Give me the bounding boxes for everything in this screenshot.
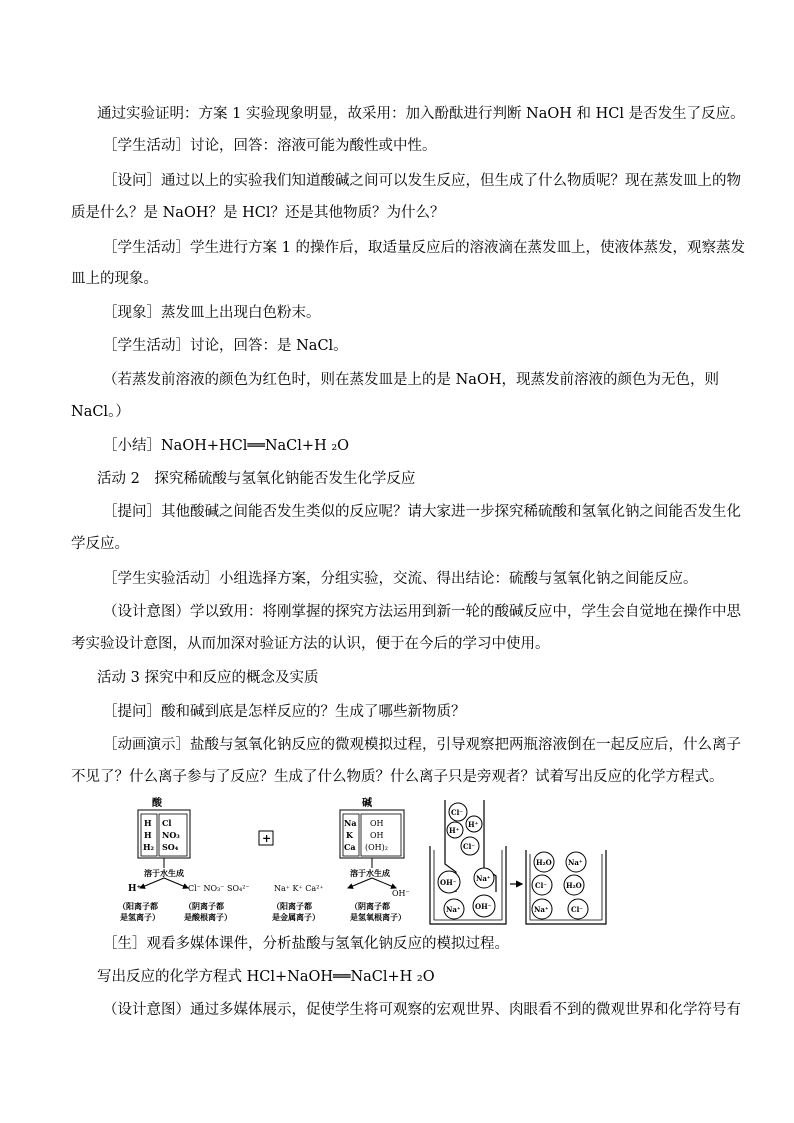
acid-right-0: Cl bbox=[162, 818, 172, 828]
ion-h2o-beaker2-1 bbox=[534, 852, 554, 872]
text-line-15: ［学生实验活动］小组选择方案，分组实验，交流、得出结论：硫酸与氢氧化钠之间能反应。 bbox=[103, 571, 698, 587]
svg-text:H⁺: H⁺ bbox=[468, 820, 479, 829]
text-line-6: 皿上的现象。 bbox=[71, 271, 158, 287]
ion-h-falling-1 bbox=[447, 822, 463, 838]
text-line-13: ［提问］其他酸碱之间能否发生类似的反应呢？请大家进一步探究稀硫酸和氢氧化钠之间能否发生化 bbox=[103, 504, 741, 520]
ion-cl-falling-2 bbox=[461, 837, 479, 855]
text-line-3: ［设问］通过以上的实验我们知道酸碱之间可以发生反应，但生成了什么物质呢？现在蒸发皿上的物 bbox=[103, 173, 741, 189]
ion-cl-beaker2-1 bbox=[532, 875, 552, 895]
base-left-1: K bbox=[346, 830, 353, 840]
ion-cl-falling-1 bbox=[449, 803, 467, 821]
text-line-12: 活动 2 探究稀硫酸与氢氧化钠能否发生化学反应 bbox=[97, 471, 416, 487]
acid-left-0: H bbox=[144, 818, 152, 828]
anion-note-2: 是酸根离子） bbox=[184, 912, 232, 922]
svg-text:Na⁺: Na⁺ bbox=[534, 905, 549, 914]
svg-text:Cl⁻: Cl⁻ bbox=[535, 881, 547, 890]
base-title: 碱 bbox=[362, 798, 372, 809]
acid-title: 酸 bbox=[152, 798, 162, 809]
ion-oh-beaker1-1 bbox=[438, 871, 460, 893]
ion-na-beaker2-2 bbox=[532, 899, 552, 919]
metal-note-1: （阳离子都 bbox=[272, 901, 312, 911]
svg-text:OH⁻: OH⁻ bbox=[440, 878, 457, 887]
hydroxide-note-1: （阴离子都 bbox=[350, 901, 390, 911]
text-line-22: ［生］观看多媒体课件，分析盐酸与氢氧化钠反应的模拟过程。 bbox=[103, 936, 509, 952]
svg-text:H₂O: H₂O bbox=[566, 881, 582, 890]
text-line-23: 写出反应的化学方程式 HCl+NaOH══NaCl+H ₂O bbox=[97, 969, 435, 985]
text-line-8: ［学生活动］讨论，回答：是 NaCl。 bbox=[103, 338, 348, 354]
base-dissolve-label: 溶于水生成 bbox=[350, 868, 390, 878]
ion-h2o-beaker2-2 bbox=[564, 875, 584, 895]
text-line-24: （设计意图）通过多媒体展示，促使学生将可观察的宏观世界、肉眼看不到的微观世界和化学符号有 bbox=[103, 1002, 741, 1018]
oh-ion-label: OH⁻ bbox=[392, 889, 410, 898]
base-right-1: OH bbox=[370, 831, 384, 840]
text-line-7: ［现象］蒸发皿上出现白色粉末。 bbox=[103, 305, 321, 321]
cation-note-1: （阳离子都 bbox=[118, 901, 158, 911]
text-line-4: 质是什么？是 NaOH？是 HCl？还是其他物质？为什么？ bbox=[71, 205, 445, 221]
svg-text:Cl⁻: Cl⁻ bbox=[571, 905, 583, 914]
acid-left-1: H bbox=[144, 830, 152, 840]
text-line-16: （设计意图）学以致用：将刚掌握的探究方法运用到新一轮的酸碱反应中，学生会自觉地在操作中思 bbox=[103, 604, 741, 620]
svg-text:Na⁺: Na⁺ bbox=[476, 874, 491, 883]
base-cations-label: Na⁺ K⁺ Ca²⁺ bbox=[274, 884, 324, 893]
ion-na-beaker2-1 bbox=[566, 852, 586, 872]
svg-text:Cl⁻: Cl⁻ bbox=[451, 808, 463, 817]
ion-h-falling-2 bbox=[466, 816, 482, 832]
svg-text:Na⁺: Na⁺ bbox=[568, 858, 583, 867]
svg-text:H⁺: H⁺ bbox=[449, 826, 460, 835]
base-arrow-right bbox=[372, 878, 396, 888]
acid-right-1: NO₃ bbox=[162, 830, 180, 840]
plus-sign: + bbox=[262, 832, 272, 845]
text-line-17: 考实验设计意图，从而加深对验证方法的认识，便于在今后的学习中使用。 bbox=[71, 636, 550, 652]
acid-left-2: H₂ bbox=[143, 842, 155, 852]
acid-arrow-right bbox=[164, 878, 188, 888]
h-ion-label: H⁺ bbox=[128, 884, 142, 894]
text-line-21: 不见了？什么离子参与了反应？生成了什么物质？什么离子只是旁观者？试着写出反应的化学方程式。 bbox=[71, 769, 724, 785]
base-right-0: OH bbox=[370, 819, 384, 828]
ion-na-beaker1-1 bbox=[474, 868, 494, 888]
svg-text:OH⁻: OH⁻ bbox=[475, 902, 492, 911]
text-line-20: ［动画演示］盐酸与氢氧化钠反应的微观模拟过程，引导观察把两瓶溶液倒在一起反应后，什么离子 bbox=[103, 737, 741, 753]
cation-note-2: 是氢离子） bbox=[120, 912, 160, 922]
acid-anions-label: Cl⁻ NO₃⁻ SO₄²⁻ bbox=[188, 884, 250, 893]
svg-text:Na⁺: Na⁺ bbox=[446, 905, 461, 914]
svg-text:H₂O: H₂O bbox=[536, 858, 552, 867]
svg-text:Cl⁻: Cl⁻ bbox=[463, 842, 475, 851]
text-line-10: NaCl。） bbox=[71, 404, 130, 420]
text-line-5: ［学生活动］学生进行方案 1 的操作后，取适量反应后的溶液滴在蒸发皿上，使液体蒸发，观察蒸发 bbox=[103, 240, 745, 256]
text-line-2: ［学生活动］讨论，回答：溶液可能为酸性或中性。 bbox=[103, 138, 437, 154]
text-line-19: ［提问］酸和碱到底是怎样反应的？生成了哪些新物质？ bbox=[103, 704, 466, 720]
acid-dissolve-label: 溶于水生成 bbox=[144, 868, 184, 878]
acid-arrow-left bbox=[140, 878, 164, 888]
base-left-0: Na bbox=[344, 818, 357, 828]
anion-note-1: （阴离子都 bbox=[184, 901, 224, 911]
ion-oh-beaker1-2 bbox=[473, 895, 495, 917]
ion-cl-beaker2-2 bbox=[568, 899, 588, 919]
base-right-2: (OH)₂ bbox=[365, 843, 388, 852]
text-line-11: ［小结］NaOH+HCl══NaCl+H ₂O bbox=[103, 438, 350, 454]
metal-note-2: 是金属离子） bbox=[272, 912, 320, 922]
text-line-14: 学反应。 bbox=[71, 536, 129, 552]
neutralization-diagram bbox=[118, 796, 738, 928]
base-arrow-left bbox=[348, 878, 372, 888]
acid-right-2: SO₄ bbox=[162, 842, 179, 852]
text-line-9: （若蒸发前溶液的颜色为红色时，则在蒸发皿是上的是 NaOH，现蒸发前溶液的颜色为无色，则 bbox=[103, 372, 719, 388]
hydroxide-note-2: 是氢氧根离子） bbox=[350, 912, 406, 922]
text-line-18: 活动 3 探究中和反应的概念及实质 bbox=[97, 670, 319, 686]
base-left-2: Ca bbox=[344, 842, 356, 852]
ion-na-beaker1-2 bbox=[444, 899, 464, 919]
text-line-1: 通过实验证明：方案 1 实验现象明显，故采用：加入酚酞进行判断 NaOH 和 HCl 是否发生了反应。 bbox=[97, 106, 745, 122]
